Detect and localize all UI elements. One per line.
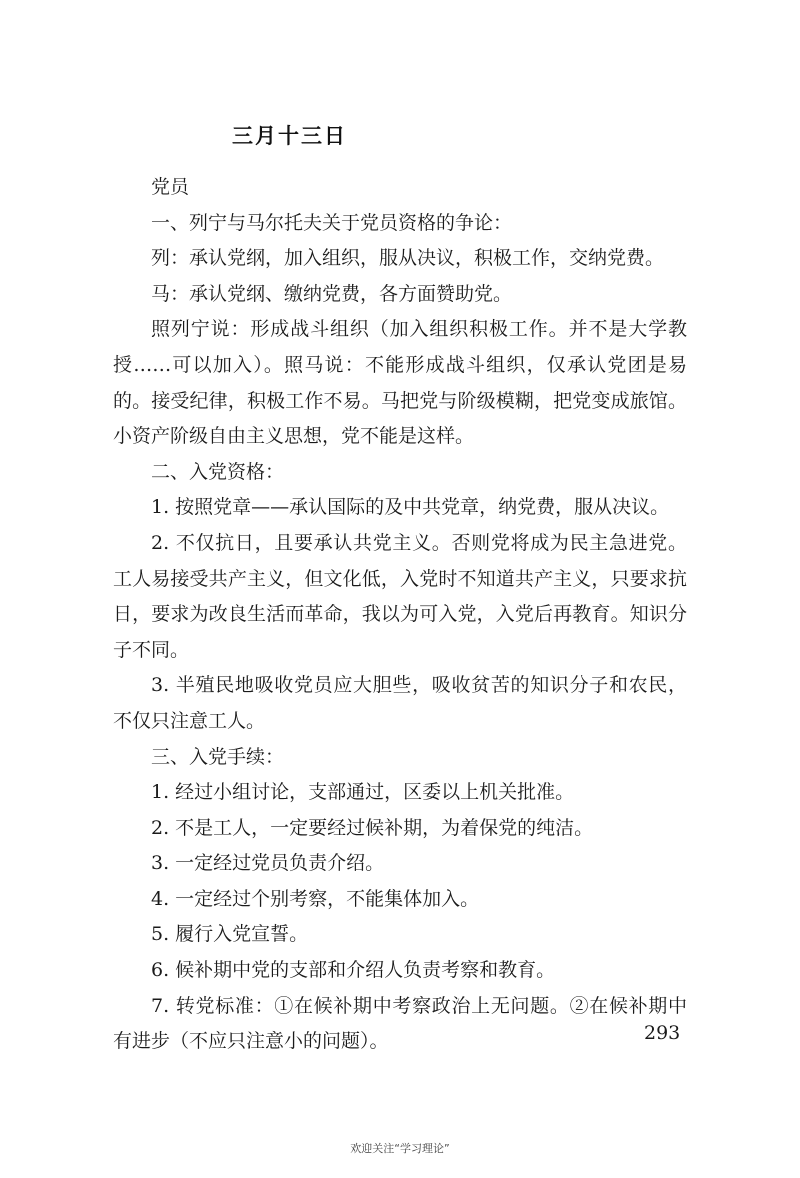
- paragraph: 一、列宁与马尔托夫关于党员资格的争论：: [151, 211, 513, 234]
- paragraph: 马：承认党纲、缴纳党费，各方面赞助党。: [151, 282, 513, 305]
- paragraph: 4. 一定经过个别考察，不能集体加入。: [151, 887, 480, 910]
- paragraph: 1. 经过小组讨论，支部通过，区委以上机关批准。: [151, 781, 575, 804]
- paragraph: 3. 一定经过党员负责介绍。: [151, 852, 385, 875]
- paragraph: 照列宁说：形成战斗组织（加入组织积极工作。并不是大学教授……可以加入）。照马说：不能形成战斗组织，仅承认党团是易的。接受纪律，积极工作不易。马把党与阶级模糊，把党变成旅馆。小资产阶级自由主义思想，党不能是这样。: [113, 318, 687, 448]
- paragraph: 二、入党资格：: [151, 460, 285, 483]
- paragraph: 7. 转党标准：①在候补期中考察政治上无问题。②在候补期中有进步（不应只注意小的问题）。: [113, 994, 687, 1053]
- paragraph: 列：承认党纲，加入组织，服从决议，积极工作，交纳党费。: [151, 247, 665, 270]
- page-title: 三月十三日: [232, 124, 347, 148]
- paragraph: 5. 履行入党宣誓。: [151, 923, 309, 946]
- paragraph: 2. 不仅抗日，且要承认共党主义。否则党将成为民主急进党。工人易接受共产主义，但文化低，入党时不知道共产主义，只要求抗日，要求为改良生活而革命，我以为可入党，入党后再教育。知识分子不同。: [113, 531, 687, 661]
- paragraph: 3. 半殖民地吸收党员应大胆些，吸收贫苦的知识分子和农民，不仅只注意工人。: [113, 674, 687, 732]
- body-text: [113, 170, 687, 1060]
- paragraph: 党员: [151, 176, 190, 198]
- page-number: 293: [644, 1022, 681, 1044]
- footer-text: 欢迎关注“学习理论”: [350, 1142, 450, 1155]
- paragraph: 三、入党手续：: [151, 745, 285, 768]
- paragraph: 1. 按照党章——承认国际的及中共党章，纳党费，服从决议。: [151, 496, 670, 519]
- paragraph: 2. 不是工人，一定要经过候补期，为着保党的纯洁。: [151, 816, 594, 839]
- paragraph: 6. 候补期中党的支部和介绍人负责考察和教育。: [151, 959, 556, 982]
